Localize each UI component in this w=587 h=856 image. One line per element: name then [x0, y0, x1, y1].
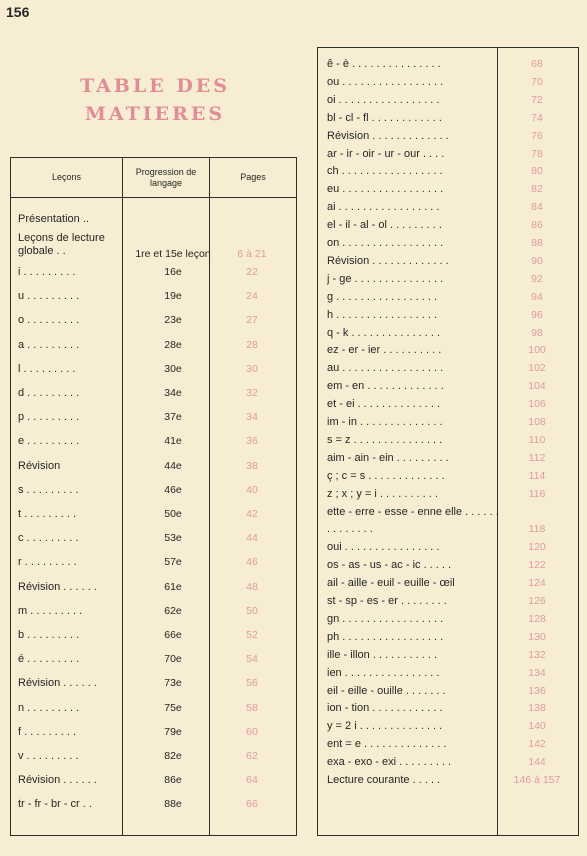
- page-cell: 136: [528, 684, 546, 697]
- page-cell: 50: [246, 604, 258, 617]
- page-cell: 94: [531, 290, 543, 303]
- header-progression: Progression de langage: [135, 166, 197, 188]
- lecon-cell: eu . . . . . . . . . . . . . . . . .: [327, 183, 444, 196]
- lecon-cell: Révision . . . . . . . . . . . . .: [327, 129, 449, 142]
- page-cell: 22: [246, 266, 258, 278]
- progression-cell: 37e: [164, 411, 182, 424]
- lecon-cell: Présentation ..: [18, 213, 89, 225]
- table-row: [318, 342, 576, 358]
- table-row: [318, 217, 576, 233]
- lecon-cell: eil - eille - ouille . . . . . . .: [327, 684, 446, 697]
- lecon-cell: st - sp - es - er . . . . . . . .: [327, 595, 447, 607]
- lecon-cell: q - k . . . . . . . . . . . . . . .: [327, 326, 441, 339]
- page-cell: 120: [528, 541, 546, 554]
- lecon-cell: s = z . . . . . . . . . . . . . . .: [327, 433, 443, 446]
- lecon-cell: Révision . . . . . .: [18, 580, 97, 593]
- progression-cell: 57e: [164, 556, 182, 569]
- table-row: [318, 486, 576, 502]
- progression-cell: 1re et 15e leçon: [135, 248, 211, 260]
- table-row: [11, 724, 295, 740]
- table-row: [11, 748, 295, 764]
- table-row: [318, 611, 576, 627]
- table-row: [11, 337, 295, 353]
- table-row: [318, 557, 576, 573]
- page-cell: 42: [246, 508, 258, 520]
- table-row: [11, 796, 295, 812]
- page-cell: 34: [246, 411, 258, 424]
- lecon-cell: z ; x ; y = i . . . . . . . . . .: [327, 487, 438, 500]
- progression-cell: 88e: [164, 798, 182, 811]
- progression-cell: 30e: [164, 362, 182, 375]
- page-cell: 102: [528, 362, 546, 375]
- progression-cell: 66e: [164, 629, 182, 641]
- lecon-cell: ez - er - ier . . . . . . . . . .: [327, 344, 442, 357]
- lecon-cell: oui . . . . . . . . . . . . . . . .: [327, 541, 440, 554]
- table-row: [318, 181, 576, 197]
- table-row: [318, 629, 576, 645]
- lecon-cell: d . . . . . . . . .: [18, 387, 80, 399]
- table-row: [11, 361, 295, 377]
- page-cell: 80: [531, 165, 543, 178]
- lecon-cell: b . . . . . . . . .: [18, 629, 80, 641]
- table-row: [11, 211, 295, 227]
- table-row: [318, 665, 576, 681]
- lecon-cell: ç ; c = s . . . . . . . . . . . . .: [327, 469, 445, 482]
- table-row: [318, 360, 576, 376]
- lecon-cell: au . . . . . . . . . . . . . . . . .: [327, 362, 444, 375]
- table-row: [11, 579, 295, 595]
- page-cell: 54: [246, 653, 258, 666]
- lecon-cell: tr - fr - br - cr . .: [18, 798, 92, 811]
- lecon-cell: on . . . . . . . . . . . . . . . . .: [327, 237, 444, 249]
- lecon-cell: oi . . . . . . . . . . . . . . . . .: [327, 93, 440, 106]
- page-cell: 48: [246, 580, 258, 593]
- lecon-cell: ar - ir - oir - ur - our . . . .: [327, 147, 445, 160]
- table-row: [318, 450, 576, 466]
- page-cell: 118: [528, 522, 546, 535]
- table-row: [11, 627, 295, 643]
- lecon-cell: ien . . . . . . . . . . . . . . . .: [327, 666, 440, 679]
- lecon-cell: m . . . . . . . . .: [18, 604, 83, 617]
- page-cell: 98: [531, 326, 543, 339]
- table-row: [318, 110, 576, 126]
- table-row: [318, 575, 576, 591]
- page-cell: 46: [246, 556, 258, 569]
- table-row: [318, 128, 576, 144]
- lecon-cell: a . . . . . . . . .: [18, 338, 80, 351]
- page-cell: 104: [528, 380, 546, 393]
- lecon-cell: g . . . . . . . . . . . . . . . . .: [327, 290, 438, 303]
- lecon-cell: u . . . . . . . . .: [18, 290, 80, 303]
- progression-cell: 46e: [164, 483, 182, 496]
- page-cell: 44: [246, 532, 258, 545]
- page-cell: 38: [246, 459, 258, 472]
- lecon-cell: im - in . . . . . . . . . . . . . .: [327, 416, 443, 428]
- lecon-cell: ê - è . . . . . . . . . . . . . . .: [327, 58, 441, 70]
- page-cell: 108: [528, 416, 546, 428]
- lecon-cell: t . . . . . . . . .: [18, 508, 77, 520]
- page-cell: 92: [531, 272, 543, 285]
- page-cell: 132: [528, 648, 546, 661]
- table-row: [11, 482, 295, 498]
- page-cell: 30: [246, 362, 258, 375]
- table-row: [11, 651, 295, 667]
- table-row: [318, 378, 576, 394]
- page-cell: 76: [531, 129, 543, 142]
- table-row: [318, 504, 576, 538]
- page-cell: 72: [531, 93, 543, 106]
- page-cell: 27: [246, 314, 258, 327]
- table-row: [318, 539, 576, 555]
- left-table: [10, 157, 297, 836]
- progression-cell: 79e: [164, 725, 182, 738]
- lecon-cell: ch . . . . . . . . . . . . . . . . .: [327, 165, 443, 178]
- lecon-cell: el - il - al - ol . . . . . . . . .: [327, 219, 442, 232]
- lecon-cell: Révision . . . . . .: [18, 774, 97, 787]
- page-cell: 32: [246, 387, 258, 399]
- lecon-cell: n . . . . . . . . .: [18, 701, 80, 714]
- lecon-cell: p . . . . . . . . .: [18, 411, 80, 424]
- table-row: [11, 458, 295, 474]
- page-cell: 86: [531, 219, 543, 232]
- table-row: [318, 593, 576, 609]
- title-line-2: MATIERES: [84, 103, 226, 125]
- table-row: [318, 307, 576, 323]
- table-row: [11, 554, 295, 570]
- progression-cell: 86e: [164, 774, 182, 787]
- page-cell: 100: [528, 344, 546, 357]
- lecon-cell: ille - illon . . . . . . . . . . .: [327, 648, 438, 661]
- page-cell: 124: [528, 577, 546, 590]
- table-row: [318, 199, 576, 215]
- page-cell: 40: [246, 483, 258, 496]
- lecon-cell: aim - ain - ein . . . . . . . . .: [327, 451, 449, 464]
- table-row: [11, 700, 295, 716]
- table-row: [11, 264, 295, 280]
- lecon-cell: ou . . . . . . . . . . . . . . . . .: [327, 75, 444, 88]
- table-row: [318, 235, 576, 251]
- table-row: [318, 146, 576, 162]
- lecon-cell: ail - aille - euil - euille - œil: [327, 577, 455, 590]
- lecon-cell: Lecture courante . . . . .: [327, 774, 441, 786]
- header-pages: Pages: [240, 172, 266, 182]
- table-row: [318, 700, 576, 716]
- page-cell: 142: [528, 738, 546, 751]
- title-line-1: TABLE DES: [79, 75, 231, 97]
- page-cell: 110: [528, 433, 546, 446]
- page-cell: 116: [528, 487, 546, 500]
- progression-cell: 82e: [164, 750, 182, 762]
- table-row: [11, 506, 295, 522]
- table-row: [11, 232, 295, 262]
- table-row: [318, 414, 576, 430]
- progression-cell: 73e: [164, 677, 182, 690]
- header-lecons: Leçons: [51, 172, 82, 182]
- page-cell: 52: [246, 629, 258, 641]
- page-cell: 82: [531, 183, 543, 196]
- page-cell: 140: [528, 720, 546, 733]
- page-cell: 138: [528, 702, 546, 715]
- table-row: [318, 754, 576, 770]
- lecon-cell: h . . . . . . . . . . . . . . . . .: [327, 308, 438, 321]
- lecon-cell: Révision . . . . . . . . . . . . .: [327, 254, 449, 267]
- table-row: [11, 288, 295, 304]
- lecon-cell: f . . . . . . . . .: [18, 725, 77, 738]
- progression-cell: 41e: [164, 435, 182, 448]
- lecon-cell: ion - tion . . . . . . . . . . . .: [327, 702, 443, 715]
- table-row: [318, 468, 576, 484]
- page-cell: 24: [246, 290, 258, 303]
- page-cell: 28: [246, 338, 258, 351]
- lecon-cell: c . . . . . . . . .: [18, 532, 79, 545]
- lecon-cell: o . . . . . . . . .: [18, 314, 80, 327]
- page-cell: 112: [528, 451, 546, 464]
- lecon-cell: j - ge . . . . . . . . . . . . . . .: [327, 272, 444, 285]
- page-cell: 68: [531, 58, 543, 70]
- lecon-cell: os - as - us - ac - ic . . . . .: [327, 559, 452, 572]
- progression-cell: 75e: [164, 701, 182, 714]
- progression-cell: 62e: [164, 604, 182, 617]
- table-row: [318, 74, 576, 90]
- table-row: [318, 325, 576, 341]
- progression-cell: 23e: [164, 314, 182, 327]
- table-row: [318, 92, 576, 108]
- table-row: [318, 736, 576, 752]
- page-cell: 84: [531, 201, 543, 214]
- page-cell: 78: [531, 147, 543, 160]
- progression-cell: 61e: [164, 580, 182, 593]
- page-cell: 88: [531, 237, 543, 249]
- lecon-cell: ph . . . . . . . . . . . . . . . . .: [327, 630, 444, 643]
- progression-cell: 53e: [164, 532, 182, 545]
- lecon-cell: ent = e . . . . . . . . . . . . . .: [327, 738, 447, 751]
- page-cell: 74: [531, 111, 543, 124]
- table-row: [318, 683, 576, 699]
- table-row: [11, 312, 295, 328]
- page-cell: 64: [246, 774, 258, 787]
- page-cell: 122: [528, 559, 546, 572]
- table-row: [11, 530, 295, 546]
- right-table: [317, 47, 579, 836]
- lecon-cell: v . . . . . . . . .: [18, 750, 79, 762]
- lecon-cell: et - ei . . . . . . . . . . . . . .: [327, 398, 441, 411]
- page-cell: 130: [528, 630, 546, 643]
- table-row: [318, 718, 576, 734]
- lecon-cell: e . . . . . . . . .: [18, 435, 80, 448]
- table-row: [11, 409, 295, 425]
- page-number: 156: [6, 4, 30, 20]
- table-row: [318, 396, 576, 412]
- lecon-cell: Leçons de lecture globale . .: [18, 232, 105, 257]
- progression-cell: 16e: [164, 266, 182, 278]
- page-cell: 134: [528, 666, 546, 679]
- table-row: [318, 432, 576, 448]
- page-cell: 106: [528, 398, 546, 411]
- table-row: [318, 163, 576, 179]
- table-row: [11, 385, 295, 401]
- lecon-cell: i . . . . . . . . .: [18, 266, 76, 278]
- table-row: [318, 289, 576, 305]
- progression-cell: 50e: [164, 508, 182, 520]
- progression-cell: 19e: [164, 290, 182, 303]
- lecon-cell: ette - erre - esse - enne elle . . . . . . . . . . . . . .: [327, 505, 499, 535]
- page-cell: 36: [246, 435, 258, 448]
- table-row: [11, 433, 295, 449]
- page-cell: 90: [531, 254, 543, 267]
- page-cell: 6 à 21: [237, 248, 267, 260]
- lecon-cell: y = 2 i . . . . . . . . . . . . . .: [327, 720, 443, 733]
- progression-cell: 34e: [164, 387, 182, 399]
- table-row: [318, 56, 576, 72]
- page-cell: 58: [246, 701, 258, 714]
- lecon-cell: é . . . . . . . . .: [18, 653, 80, 666]
- table-row: [318, 271, 576, 287]
- lecon-cell: Révision: [18, 459, 61, 472]
- page-cell: 126: [528, 595, 546, 607]
- page-cell: 128: [528, 612, 546, 625]
- progression-cell: 70e: [164, 653, 182, 666]
- page-cell: 114: [528, 469, 546, 482]
- lecon-cell: s . . . . . . . . .: [18, 483, 79, 496]
- progression-cell: 28e: [164, 338, 182, 351]
- lecon-cell: bl - cl - fl . . . . . . . . . . . .: [327, 111, 442, 124]
- page-cell: 66: [246, 798, 258, 811]
- table-row: [11, 675, 295, 691]
- page-cell: 144: [528, 756, 546, 769]
- progression-cell: 44e: [164, 459, 182, 472]
- table-row: [318, 253, 576, 269]
- table-row: [11, 603, 295, 619]
- page-cell: 56: [246, 677, 258, 690]
- lecon-cell: ai . . . . . . . . . . . . . . . . .: [327, 201, 440, 214]
- lecon-cell: l . . . . . . . . .: [18, 362, 76, 375]
- page-cell: 62: [246, 750, 258, 762]
- page-cell: 60: [246, 725, 258, 738]
- lecon-cell: r . . . . . . . . .: [18, 556, 77, 569]
- table-row: [318, 647, 576, 663]
- lecon-cell: exa - exo - exi . . . . . . . . .: [327, 756, 452, 769]
- lecon-cell: em - en . . . . . . . . . . . . .: [327, 380, 444, 393]
- table-row: [318, 772, 576, 788]
- page-cell: 70: [531, 75, 543, 88]
- lecon-cell: Révision . . . . . .: [18, 677, 97, 690]
- page-cell: 96: [531, 308, 543, 321]
- header-divider: [11, 197, 296, 198]
- page-cell: 146 à 157: [513, 774, 561, 786]
- table-row: [11, 772, 295, 788]
- lecon-cell: gn . . . . . . . . . . . . . . . . .: [327, 612, 444, 625]
